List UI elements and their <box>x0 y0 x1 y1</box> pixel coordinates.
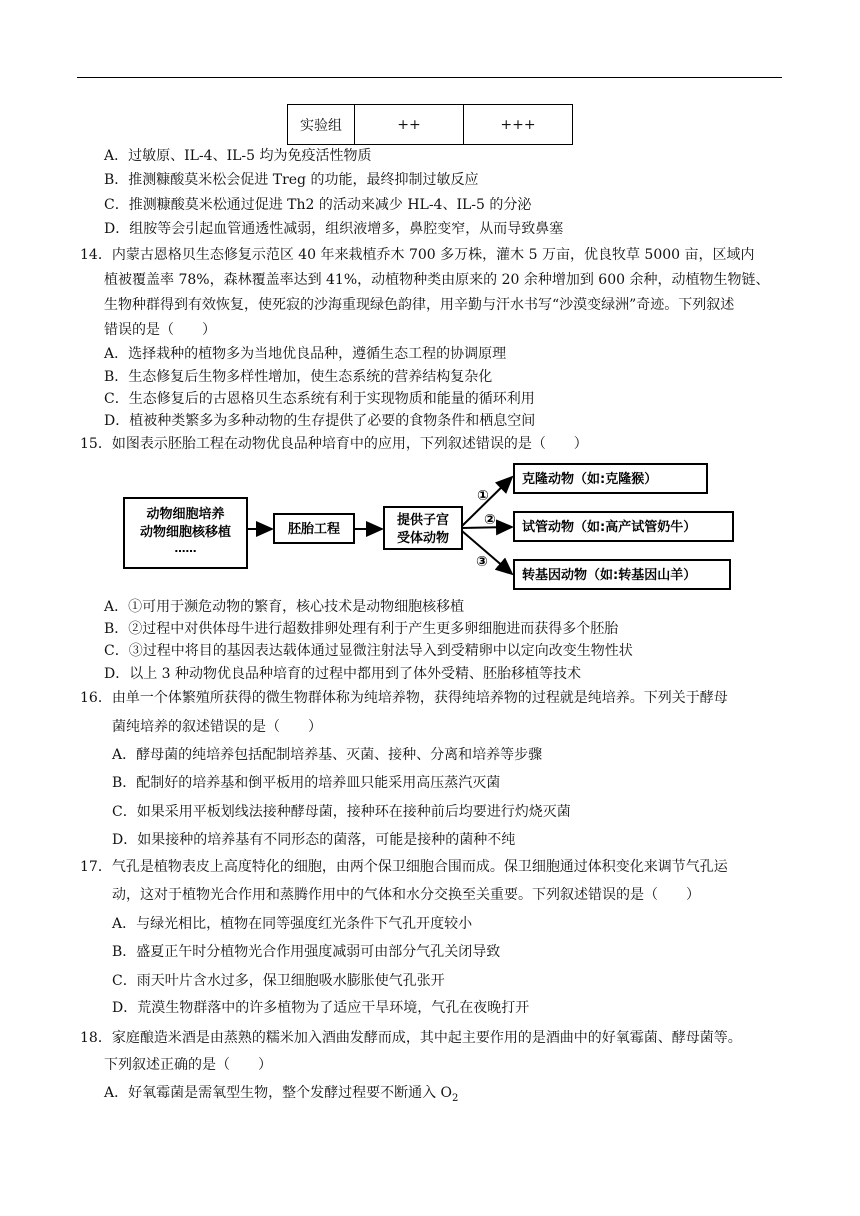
q16-stem-line: 16．由单一个体繁殖所获得的微生物群体称为纯培养物，获得纯培养物的过程就是纯培养。下列关于酵母 <box>80 690 728 706</box>
q14-option-b: B．生态修复后生物多样性增加，使生态系统的营养结构复杂化 <box>104 369 493 385</box>
q13-option-c: C．推测糠酸莫米松通过促进 Th2 的活动来减少 HL-4、IL-5 的分泌 <box>104 197 532 213</box>
q16-option-c: C．如果采用平板划线法接种酵母菌，接种环在接种前后均要进行灼烧灭菌 <box>112 804 571 820</box>
diagram-box1-line2: 动物细胞核移植 <box>139 525 232 540</box>
q14-option-d: D．植被种类繁多为多种动物的生存提供了必要的食物条件和栖息空间 <box>104 413 536 429</box>
q14-stem-line: 14．内蒙古恩格贝生态修复示范区 40 年来栽植乔木 700 多万株，灌木 5 万亩，优良牧草 5000 亩，区域内 <box>80 247 755 263</box>
diagram-out1-label: 克隆动物（如:克隆猴） <box>522 472 658 487</box>
diagram-box3-line1: 提供子宫 <box>396 513 450 528</box>
q18-stem-line: 18．家庭酿造米酒是由蒸熟的糯米加入酒曲发酵而成，其中起主要作用的是酒曲中的好氧霉菌、酵母菌等。 <box>80 1030 742 1046</box>
q13-option-d: D．组胺等会引起血管通透性减弱，组织液增多，鼻腔变窄，从而导致鼻塞 <box>104 221 564 237</box>
diagram-box1-line1: 动物细胞培养 <box>146 507 225 522</box>
q14-option-c: C．生态修复后的古恩格贝生态系统有利于实现物质和能量的循环利用 <box>104 391 535 407</box>
q13-option-b: B．推测糠酸莫米松会促进 Treg 的功能，最终抑制过敏反应 <box>104 172 479 188</box>
q18-option-a-subscript: 2 <box>452 1092 459 1104</box>
table-cell: ++ <box>355 105 464 145</box>
diagram-out2-label: 试管动物（如:高产试管奶牛） <box>522 520 697 535</box>
q15-option-a: A．①可用于濒危动物的繁育，核心技术是动物细胞核移植 <box>104 599 465 615</box>
q14-stem-line: 错误的是（ ） <box>104 322 216 338</box>
table-cell: +++ <box>464 105 573 145</box>
q17-option-d: D．荒漠生物群落中的许多植物为了适应干旱环境，气孔在夜晚打开 <box>112 1000 530 1016</box>
q17-option-c: C．雨天叶片含水过多，保卫细胞吸水膨胀使气孔张开 <box>112 973 445 989</box>
q17-stem-line: 17．气孔是植物表皮上高度特化的细胞，由两个保卫细胞合围而成。保卫细胞通过体积变化来调节气孔运 <box>80 859 728 875</box>
diagram-box3-line2: 受体动物 <box>396 531 450 546</box>
q15-option-c: C．③过程中将目的基因表达载体通过显微注射法导入到受精卵中以定向改变生物性状 <box>104 643 633 659</box>
q15-stem: 15．如图表示胚胎工程在动物优良品种培育中的应用，下列叙述错误的是（ ） <box>80 436 588 452</box>
q18-option-a <box>104 1084 458 1108</box>
diagram-out3-label: 转基因动物（如:转基因山羊） <box>522 568 697 583</box>
table-row-label: 实验组 <box>288 105 355 145</box>
q16-stem-line: 菌纯培养的叙述错误的是（ ） <box>112 719 322 735</box>
diagram-box2-label: 胚胎工程 <box>287 522 341 537</box>
q15-option-b: B．②过程中对供体母牛进行超数排卵处理有利于产生更多卵细胞进而获得多个胚胎 <box>104 621 619 637</box>
diagram-marker-1: ① <box>477 488 489 504</box>
q16-option-d: D．如果接种的培养基有不同形态的菌落，可能是接种的菌种不纯 <box>112 832 516 848</box>
diagram-box1-line3: …… <box>174 542 197 555</box>
q17-option-a: A．与绿光相比，植物在同等强度红光条件下气孔开度较小 <box>112 916 473 932</box>
q18-stem-line: 下列叙述正确的是（ ） <box>104 1057 272 1073</box>
q14-stem-line: 生物种群得到有效恢复，使死寂的沙海重现绿色韵律，用辛勤与汗水书写“沙漠变绿洲”奇迹。下列叙述 <box>104 297 735 313</box>
q16-option-a: A．酵母菌的纯培养包括配制培养基、灭菌、接种、分离和培养等步骤 <box>112 747 543 763</box>
q17-option-b: B．盛夏正午时分植物光合作用强度减弱可由部分气孔关闭导致 <box>112 944 501 960</box>
diagram-marker-2: ② <box>484 512 496 528</box>
q16-option-b: B．配制好的培养基和倒平板用的培养皿只能采用高压蒸汽灭菌 <box>112 775 501 791</box>
q14-option-a: A．选择栽种的植物多为当地优良品种，遵循生态工程的协调原理 <box>104 346 507 362</box>
q15-option-d: D．以上 3 种动物优良品种培育的过程中都用到了体外受精、胚胎移植等技术 <box>104 666 582 682</box>
q17-stem-line: 动，这对于植物光合作用和蒸腾作用中的气体和水分交换至关重要。下列叙述错误的是（ ） <box>112 887 700 903</box>
q14-stem-line: 植被覆盖率 78%，森林覆盖率达到 41%，动植物种类由原来的 20 余种增加到 600 余种，动植物生物链、 <box>104 272 770 288</box>
embryo-engineering-diagram <box>0 0 860 600</box>
diagram-marker-3: ③ <box>476 554 488 570</box>
q13-option-a: A．过敏原、IL-4、IL-5 均为免疫活性物质 <box>104 148 372 164</box>
q18-option-a-text: A．好氧霉菌是需氧型生物，整个发酵过程要不断通入 O <box>104 1085 453 1101</box>
